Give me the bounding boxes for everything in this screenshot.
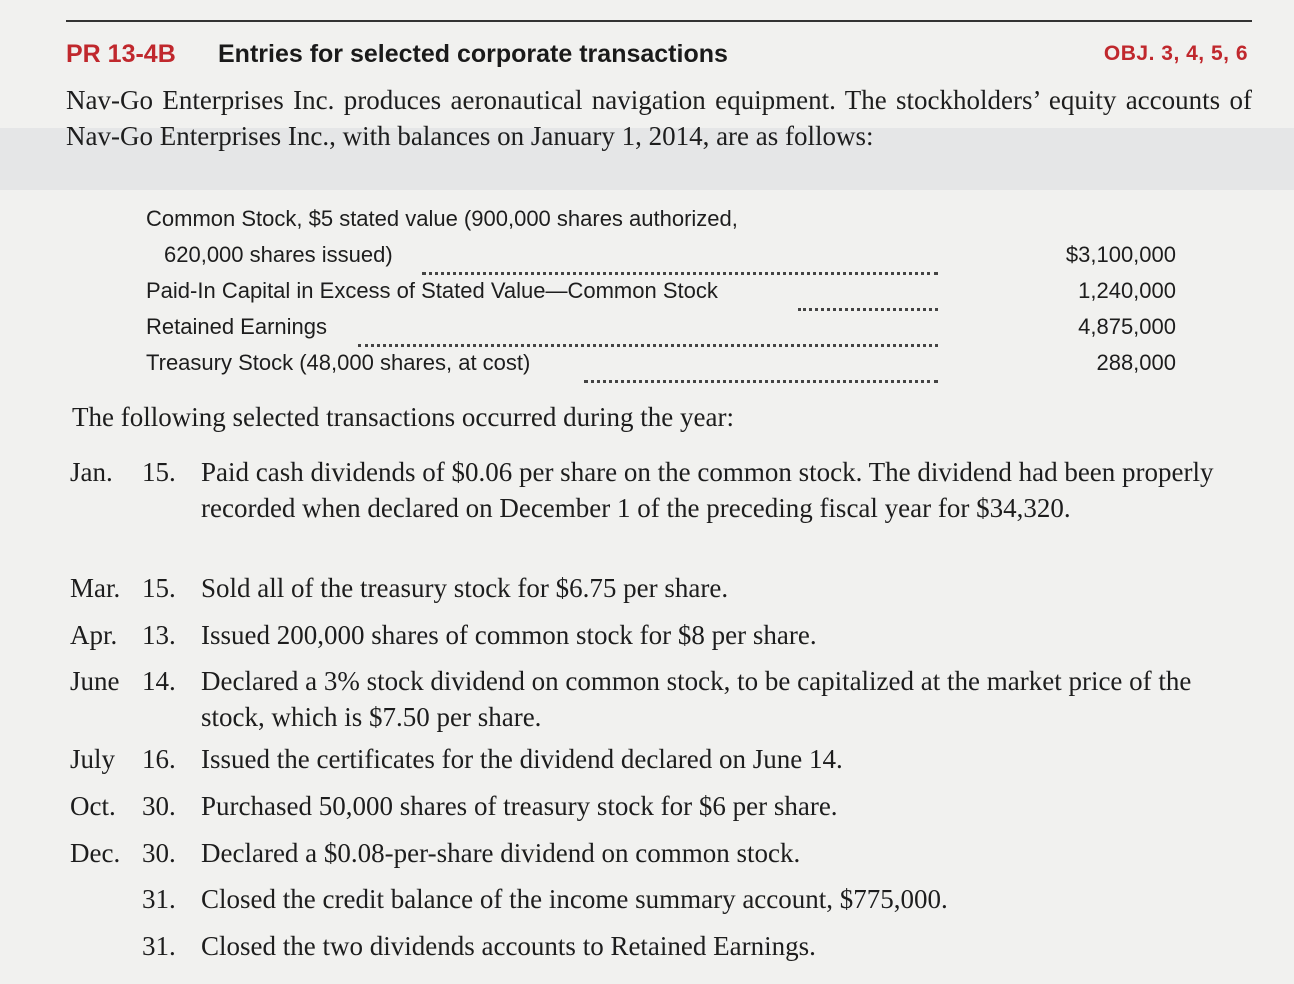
transaction-day: 30. — [142, 838, 176, 868]
transaction-text: Sold all of the treasury stock for $6.75 per share. — [201, 573, 729, 603]
transaction-text: Issued 200,000 shares of common stock for $8 per share. — [201, 620, 817, 650]
transaction-item — [70, 570, 1252, 606]
equity-label: Paid-In Capital in Excess of Stated Value—Common Stock — [146, 278, 718, 303]
equity-row — [146, 314, 1186, 348]
transaction-item — [70, 617, 1252, 653]
equity-amount: 4,875,000 — [1078, 314, 1176, 339]
transaction-month: Mar. — [70, 573, 121, 603]
equity-row — [146, 242, 1186, 276]
problem-number: PR 13-4B — [66, 40, 176, 68]
problem-title: Entries for selected corporate transactions — [218, 40, 728, 68]
intro-paragraph: Nav-Go Enterprises Inc. produces aeronautical navigation equipment. The stockholders’ equity accounts of Nav-Go Enterprises Inc., with balances on January 1, 2014, are as follows: — [66, 85, 1252, 151]
equity-amount: 1,240,000 — [1078, 278, 1176, 303]
transaction-text: Purchased 50,000 shares of treasury stock for $6 per share. — [201, 791, 838, 821]
transaction-day: 31. — [142, 884, 176, 914]
transaction-day: 14. — [142, 666, 176, 696]
transaction-text: Declared a 3% stock dividend on common stock, to be capitalized at the market price of the stock, which is $7.50 per share. — [201, 666, 1192, 732]
transaction-day: 15. — [142, 457, 176, 487]
objectives-label: OBJ. 3, 4, 5, 6 — [1103, 42, 1248, 65]
equity-label: Retained Earnings — [146, 314, 328, 339]
transaction-day: 15. — [142, 573, 176, 603]
transaction-item — [70, 454, 1252, 562]
transaction-month: June — [70, 666, 120, 696]
transaction-text: Paid cash dividends of $0.06 per share on the common stock. The dividend had been properly recorded when declared on December 1 of the preceding fiscal year for $34,320. — [201, 457, 1214, 523]
dot-leader — [584, 350, 938, 383]
transaction-item — [70, 788, 1252, 824]
transaction-month: Oct. — [70, 791, 116, 821]
transaction-text: Closed the credit balance of the income summary account, $775,000. — [201, 884, 948, 914]
transaction-item — [70, 663, 1252, 735]
equity-amount: $3,100,000 — [1065, 242, 1176, 267]
equity-row — [146, 350, 1186, 384]
top-rule — [66, 20, 1252, 22]
equity-row — [146, 278, 1186, 312]
equity-label: 620,000 shares issued) — [164, 242, 393, 267]
transaction-day: 13. — [142, 620, 176, 650]
transaction-item — [70, 835, 1252, 871]
dot-leader — [422, 242, 938, 275]
transaction-text: Issued the certificates for the dividend declared on June 14. — [201, 744, 843, 774]
transaction-day: 30. — [142, 791, 176, 821]
equity-row-line1 — [146, 206, 1186, 240]
equity-label: Treasury Stock (48,000 shares, at cost) — [146, 350, 531, 375]
transaction-item — [70, 928, 1252, 964]
dot-leader — [358, 314, 938, 347]
transaction-text: Declared a $0.08-per-share dividend on common stock. — [201, 838, 801, 868]
transaction-text: Closed the two dividends accounts to Retained Earnings. — [201, 931, 816, 961]
transaction-item — [70, 881, 1252, 917]
transaction-day: 16. — [142, 744, 176, 774]
transaction-month: Dec. — [70, 838, 121, 868]
transactions-intro: The following selected transactions occurred during the year: — [72, 402, 735, 432]
transaction-day: 31. — [142, 931, 176, 961]
transaction-month: Apr. — [70, 620, 118, 650]
transaction-month: July — [70, 744, 116, 774]
problem-header — [66, 40, 1252, 80]
equity-amount: 288,000 — [1096, 350, 1176, 375]
transaction-month: Jan. — [70, 457, 113, 487]
dot-leader — [798, 278, 938, 311]
transaction-item — [70, 741, 1252, 777]
equity-label: Common Stock, $5 stated value (900,000 shares authorized, — [146, 206, 738, 231]
